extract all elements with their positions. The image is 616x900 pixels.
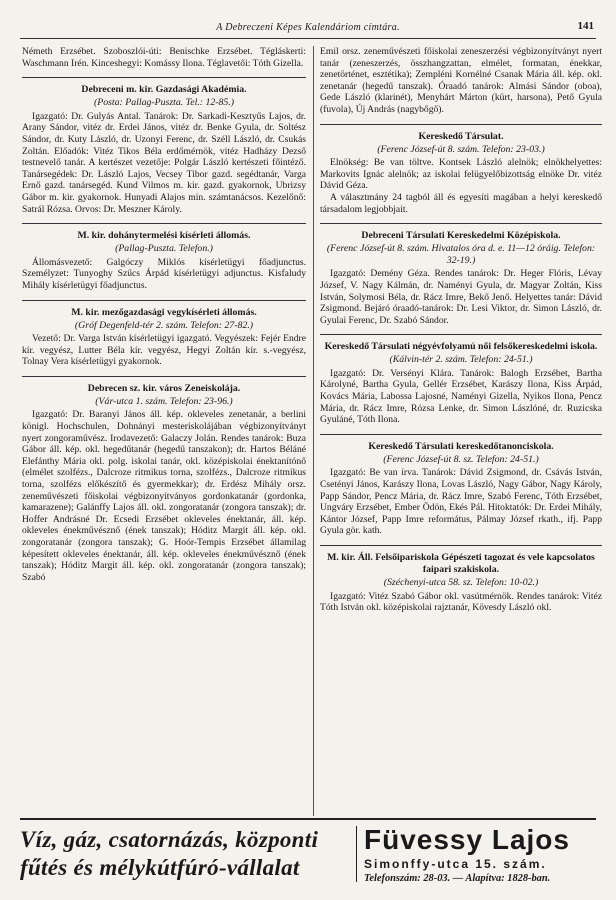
advertisement	[20, 818, 596, 884]
section-heading: M. kir. dohánytermelési kísérleti állomás.	[77, 230, 251, 242]
section-paragraph: A választmány 24 tagból áll és egyesíti magában a helyi kereskedő társadalom legjobbjait.	[320, 191, 602, 215]
ad-divider	[356, 826, 357, 882]
section-paragraph: Állomásvezető: Galgóczy Miklós kísérletügyi főadjunctus. Személyzet: Tunyoghy Szűcs Árpád kísérletügyi adjunctus. Kisfaludy Mihály kísérletügyi főadjunctus.	[22, 256, 306, 291]
ad-slogan-line-1: Víz, gáz, csatornázás, központi	[20, 827, 319, 852]
section-heading: Debreceni Társulati Kereskedelmi Középiskola.	[361, 230, 561, 242]
directory-section	[22, 376, 306, 584]
directory-section	[22, 77, 306, 215]
directory-section	[320, 124, 602, 216]
section-address: (Kálvin-tér 2. szám. Telefon: 24-51.)	[389, 354, 533, 366]
section-paragraph: Igazgató: Dr. Gulyás Antal. Tanárok: Dr. Sarkadi-Kesztyűs Lajos, dr. Arany Sándor, vitéz dr. Erdei János, vitéz dr. Benke Gyula, dr. Soltész Sándor, dr. Kuty László, dr. Uzonyi Ferenc, dr. Széll László, dr. Csukás Zoltán. Előadók: Vitéz Tikos Béla erdőmérnök, vitéz Hadházy Dezső testnevelő tanár. A kertészet vezetője: Polgár László kertészeti főintéző. Tanársegédek: Dr. László Lajos, Vecsey Tibor gazd. segédtanár, Varga Ernő gazd. tanársegéd. Kund Vilmos m. kir. gazd. gyakornok, Ubrizsy Gábor m. kir. gyakornok. Hunyadi Alajos min. számtanácsos. Kezelőnő: Satrál Rózsa. Orvos: Dr. Meszner Károly.	[22, 110, 306, 215]
section-address: (Ferenc József-út 8. sz. Telefon: 24-51.)	[383, 453, 539, 465]
directory-section	[320, 334, 602, 426]
section-heading: Debrecen sz. kir. város Zeneiskolája.	[87, 382, 241, 394]
section-heading: Kereskedő Társulat.	[418, 130, 504, 142]
running-title: A Debreczeni Képes Kalendáriom címtára.	[216, 22, 400, 33]
ad-contact-line: Telefonszám: 28-03. — Alapítva: 1828-ban.	[364, 873, 551, 884]
section-address: (Vár-utca 1. szám. Telefon: 23-96.)	[95, 395, 233, 407]
section-paragraph: Németh Erzsébet. Szoboszlói-úti: Benischke Erzsébet. Tégláskerti: Waschmann Irén. Kinceshegyi: Komássy Ilona. Téglavetői: Tóth Gizella.	[22, 46, 306, 69]
section-heading: M. kir. mezőgazdasági vegykísérleti állomás.	[71, 306, 257, 318]
section-paragraph: Igazgató: Vitéz Szabó Gábor okl. vasútmérnök. Rendes tanárok: Vitéz Tóth István okl. középiskolai rajztanár, Kövesdy László okl.	[320, 590, 602, 614]
directory-section	[320, 46, 602, 116]
section-address: (Széchenyi-utca 58. sz. Telefon: 10-02.)	[383, 577, 539, 588]
section-paragraph: Igazgató: Dr. Versényi Klára. Tanárok: Balogh Erzsébet, Bartha Károlyné, Bartha Gyula, Gellér Erzsébet, Karászy Ilona, Kiss Árpád, Kovács Mária, Labossa Lajosné, Naményi Gizella, Nyikos Ilona, Pencz Mária, dr. Rácz Imre, Rózsa Lenke, dr. Simon Lászlóné, dr. Ruzicska Gyuláné, Tóth Ilona.	[320, 367, 602, 426]
page-header	[20, 20, 596, 39]
left-column	[22, 46, 306, 591]
section-heading: Kereskedő Társulati kereskedőtanoncisk​ola.	[368, 440, 554, 452]
section-paragraph: Igazgató: Demény Géza. Rendes tanárok: Dr. Heger Flóris, Lévay József, V. Nagy Kálmán, dr. Naményi Gyula, dr. Magyar Zoltán, Kiss István, Solymosi Béla, dr. Rácz Imre, Bekő Jenő. Helyettes tanár: Dávid Zsigmond. Bejáró óraadó-tanárok: Dr. Lesi Viktor, dr. Simon László, dr. Gyulai Ferenc, Dr. Szabó Sándor.	[320, 268, 602, 326]
section-paragraph: Emil orsz. zeneművészeti főiskolai zeneszerzési végbizonyítványt nyert tanár (zeneszerzés, összhangzattan, elmélet, formatan, énekkar, zenetörténet, esztétika); Zempléni Kornélné Csanak Mária áll. kép. okl. zenetanár (hegedű tanszak). Óraadó tanárok: Almási Sándor (oboa), Gede László (klarinét), Menyhárt Márton (kürt, harsona), Pető Gyula (fuvola), Új András (nagybőgő).	[320, 46, 602, 115]
ad-slogan	[20, 826, 350, 882]
section-address: (Posta: Pallag-Puszta. Tel.: 12-85.)	[93, 97, 235, 109]
section-address: (Ferenc József-út 8. szám. Hivatalos óra d. e. 11—12 óráig. Telefon: 32-19.)	[326, 243, 596, 266]
ad-brand-name: Füvessy Lajos	[364, 824, 570, 855]
section-heading: M. kir. Áll. Felsőipariskola Gépészeti tagozat és vele kapcsolatos faipari szakiskola.	[327, 552, 595, 575]
section-paragraph: Igazgató: Be van írva. Tanárok: Dávid Zsigmond, dr. Csávás István, Csetényi János, Karászy Ilona, Lovas László, Nagy Gábor, Nagy Károly, Papp Sándor, Pencz Mária, dr. Rácz Imre, Szabó Ferenc, Tóth Erzsébet, Ungváry Erzsébet, Ember Ödön, Ekés Pál. Hitoktatók: Dr. Erdei Mihály, Kántor József, Papp Imre református, Pálmay József rkath., ifj. Papp Gyula gör. kath.	[320, 467, 602, 537]
ad-company	[364, 824, 596, 885]
column-divider	[313, 46, 314, 816]
page-number: 141	[577, 20, 594, 32]
ad-street-address: Simonffy-utca 15. szám.	[364, 857, 547, 871]
ad-slogan-line-2: fűtés és mélykútfúró-vállalat	[20, 855, 300, 880]
directory-section	[22, 300, 306, 368]
directory-section	[320, 545, 602, 614]
section-heading: Kereskedő Társulati négyévfolyamú női felsőkereskedelmi iskola.	[324, 341, 598, 353]
directory-section	[22, 223, 306, 291]
section-address: (Gróf Degenfeld-tér 2. szám. Telefon: 27-82.)	[74, 319, 254, 331]
section-address: (Pallag-Puszta. Telefon.)	[115, 243, 213, 255]
section-paragraph: Vezető: Dr. Varga István kísérletügyi igazgató. Vegyészek: Fejér Endre kír. vegyész, Lutter Béla kír. vegyész, Hegyi Zoltán kír. s.-vegyész, Tolnay Vera kísérletügyi gyakornok.	[22, 333, 306, 368]
directory-section	[320, 434, 602, 537]
section-paragraph: Igazgató: Dr. Baranyi János áll. kép. okleveles zenetanár, a berlini königl. Hochschulen, Dohnányi mesteriskolájában végbizonyítványt nyert zongoraművész. Irodavezető: Galaczy Jolán. Rendes tanárok: Buza Gábor áll. kép. okl. hegedűtanár (hegedű tanszakon); dr. Hartos Béláné Elefánthy Mária okl. polg. iskolai tanár, okl. középiskolai énektanítónő (elmélet szolfézs., Dalcroze ritmikus torna, szolfézs., Dalcroze ritmikus torna, szolfézs előkészítő és gyermekkar); dr. Erdész Mihály orsz. zeneművészeti főiskolai végbizonyítványos gordonkatanár (gordonka, kamarazene); Galánffy Lajos áll. okl. zongoratanár (zongora tanszak); dr. Hoffer Andrásné Dr. Ecsedi Erzsébet okleveles énektanár, áll. kép. okleveles énekművésznő (ének tanszak); Hóditz Margit áll. kép. okl. zongoratanár (zongora tanszak); G. Hoór-Tempis Erzsébet államilag képesített okleveles énektanár, áll. kép. okleveles énekművésznő (ének tanszak); Hóditz Margit áll. kép. okl. zongoratanár (zongora tanszak); Szabó	[22, 409, 306, 583]
section-heading: Debreceni m. kir. Gazdasági Akadémia.	[81, 84, 247, 96]
directory-section	[22, 46, 306, 69]
directory-section	[320, 223, 602, 326]
right-column	[320, 46, 602, 622]
section-address: (Ferenc József-út 8. szám. Telefon: 23-03.)	[377, 143, 545, 155]
section-paragraph: Elnökség: Be van töltve. Kontsek László alelnök; elnökhelyettes: Markovits Ignác alelnök; az iskolai felügyelőbizottság elnöke Dr. vitéz Dávid Géza.	[320, 157, 602, 192]
